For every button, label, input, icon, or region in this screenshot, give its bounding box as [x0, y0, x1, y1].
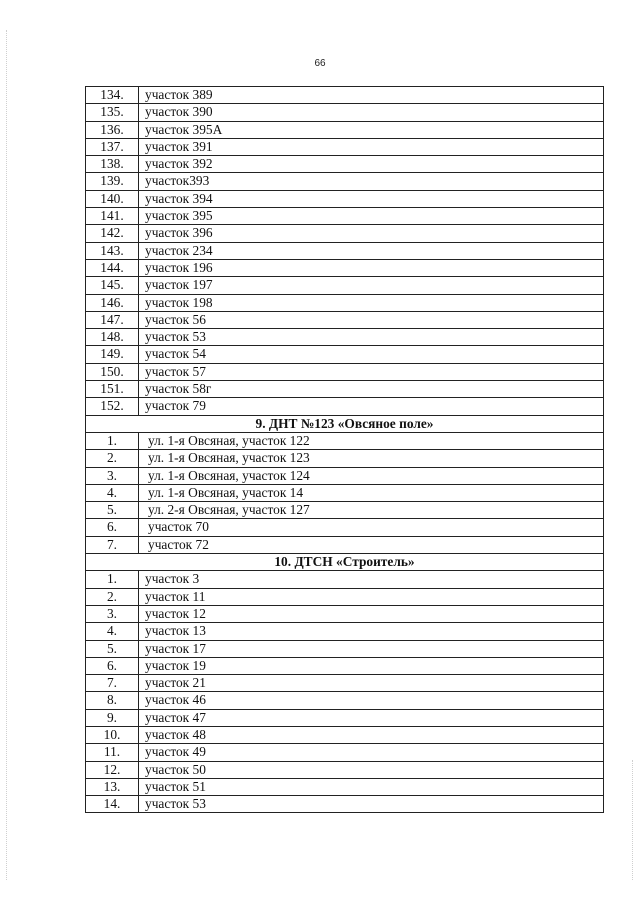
- table-row: [86, 657, 604, 674]
- row-number: 4.: [86, 484, 139, 501]
- row-address: участок 72: [139, 536, 604, 553]
- table-row: [86, 87, 604, 104]
- table-row: [86, 381, 604, 398]
- row-number: 5.: [86, 502, 139, 519]
- row-number: 137.: [86, 138, 139, 155]
- row-address: участок 3: [139, 571, 604, 588]
- table-row: [86, 173, 604, 190]
- row-address: ул. 2-я Овсяная, участок 127: [139, 502, 604, 519]
- row-address: участок 394: [139, 190, 604, 207]
- row-address: участок 50: [139, 761, 604, 778]
- table-row: [86, 761, 604, 778]
- table-row: [86, 432, 604, 449]
- table-row: [86, 467, 604, 484]
- table-row: [86, 311, 604, 328]
- row-number: 135.: [86, 104, 139, 121]
- row-address: участок 11: [139, 588, 604, 605]
- row-address: участок 19: [139, 657, 604, 674]
- row-address: участок 79: [139, 398, 604, 415]
- row-address: участок 395: [139, 208, 604, 225]
- row-address: участок 51: [139, 778, 604, 795]
- row-address: участок 12: [139, 605, 604, 622]
- row-address: участок 391: [139, 138, 604, 155]
- row-number: 5.: [86, 640, 139, 657]
- row-number: 6.: [86, 657, 139, 674]
- table-row: [86, 294, 604, 311]
- section-title: 10. ДТСН «Строитель»: [86, 554, 604, 571]
- row-address: участок 46: [139, 692, 604, 709]
- row-address: участок 54: [139, 346, 604, 363]
- table-row: [86, 225, 604, 242]
- row-address: участок 47: [139, 709, 604, 726]
- row-address: ул. 1-я Овсяная, участок 123: [139, 450, 604, 467]
- row-address: участок 57: [139, 363, 604, 380]
- row-number: 142.: [86, 225, 139, 242]
- row-address: участок393: [139, 173, 604, 190]
- table-row: [86, 796, 604, 813]
- row-number: 12.: [86, 761, 139, 778]
- row-number: 4.: [86, 623, 139, 640]
- row-number: 143.: [86, 242, 139, 259]
- table-row: [86, 692, 604, 709]
- table-row: [86, 138, 604, 155]
- row-number: 14.: [86, 796, 139, 813]
- page-number: 66: [314, 58, 326, 69]
- row-number: 144.: [86, 259, 139, 276]
- row-address: участок 196: [139, 259, 604, 276]
- row-address: участок 396: [139, 225, 604, 242]
- row-number: 7.: [86, 675, 139, 692]
- row-number: 149.: [86, 346, 139, 363]
- table-row: [86, 536, 604, 553]
- table-row: [86, 104, 604, 121]
- row-number: 139.: [86, 173, 139, 190]
- table-row: [86, 398, 604, 415]
- scan-edge-left: [6, 30, 8, 880]
- row-address: участок 53: [139, 796, 604, 813]
- table-row: [86, 605, 604, 622]
- row-number: 6.: [86, 519, 139, 536]
- plots-table-body: [86, 87, 604, 813]
- table-row: [86, 277, 604, 294]
- row-address: участок 56: [139, 311, 604, 328]
- table-row: [86, 259, 604, 276]
- row-number: 145.: [86, 277, 139, 294]
- row-address: участок 53: [139, 329, 604, 346]
- row-number: 7.: [86, 536, 139, 553]
- row-address: участок 198: [139, 294, 604, 311]
- table-row: [86, 744, 604, 761]
- table-row: [86, 571, 604, 588]
- row-number: 1.: [86, 571, 139, 588]
- table-row: [86, 519, 604, 536]
- table-row: [86, 709, 604, 726]
- row-address: участок 395А: [139, 121, 604, 138]
- row-number: 1.: [86, 432, 139, 449]
- row-number: 141.: [86, 208, 139, 225]
- scan-edge-right: [632, 760, 634, 880]
- table-row: [86, 726, 604, 743]
- table-row: [86, 778, 604, 795]
- table-row: [86, 363, 604, 380]
- row-address: участок 13: [139, 623, 604, 640]
- row-address: участок 58г: [139, 381, 604, 398]
- row-address: ул. 1-я Овсяная, участок 14: [139, 484, 604, 501]
- table-row: [86, 242, 604, 259]
- plots-table: [85, 86, 604, 813]
- row-address: ул. 1-я Овсяная, участок 124: [139, 467, 604, 484]
- row-number: 151.: [86, 381, 139, 398]
- row-address: участок 234: [139, 242, 604, 259]
- table-row: [86, 484, 604, 501]
- table-row: [86, 450, 604, 467]
- row-number: 136.: [86, 121, 139, 138]
- row-address: участок 392: [139, 156, 604, 173]
- row-number: 152.: [86, 398, 139, 415]
- row-number: 13.: [86, 778, 139, 795]
- table-row: [86, 190, 604, 207]
- row-number: 147.: [86, 311, 139, 328]
- row-address: участок 21: [139, 675, 604, 692]
- row-number: 8.: [86, 692, 139, 709]
- row-address: участок 49: [139, 744, 604, 761]
- row-address: участок 17: [139, 640, 604, 657]
- row-address: участок 389: [139, 87, 604, 104]
- row-address: участок 70: [139, 519, 604, 536]
- row-number: 138.: [86, 156, 139, 173]
- row-number: 3.: [86, 605, 139, 622]
- row-number: 134.: [86, 87, 139, 104]
- row-number: 2.: [86, 588, 139, 605]
- row-number: 150.: [86, 363, 139, 380]
- row-address: ул. 1-я Овсяная, участок 122: [139, 432, 604, 449]
- table-row: [86, 675, 604, 692]
- table-row: [86, 502, 604, 519]
- row-address: участок 197: [139, 277, 604, 294]
- table-row: [86, 623, 604, 640]
- section-header-row: [86, 554, 604, 571]
- row-number: 148.: [86, 329, 139, 346]
- row-number: 3.: [86, 467, 139, 484]
- row-address: участок 390: [139, 104, 604, 121]
- table-row: [86, 640, 604, 657]
- row-number: 2.: [86, 450, 139, 467]
- section-header-row: [86, 415, 604, 432]
- section-title: 9. ДНТ №123 «Овсяное поле»: [86, 415, 604, 432]
- row-number: 11.: [86, 744, 139, 761]
- table-row: [86, 346, 604, 363]
- row-number: 10.: [86, 726, 139, 743]
- row-number: 9.: [86, 709, 139, 726]
- table-row: [86, 121, 604, 138]
- row-address: участок 48: [139, 726, 604, 743]
- row-number: 140.: [86, 190, 139, 207]
- table-row: [86, 156, 604, 173]
- table-row: [86, 329, 604, 346]
- table-row: [86, 588, 604, 605]
- row-number: 146.: [86, 294, 139, 311]
- table-row: [86, 208, 604, 225]
